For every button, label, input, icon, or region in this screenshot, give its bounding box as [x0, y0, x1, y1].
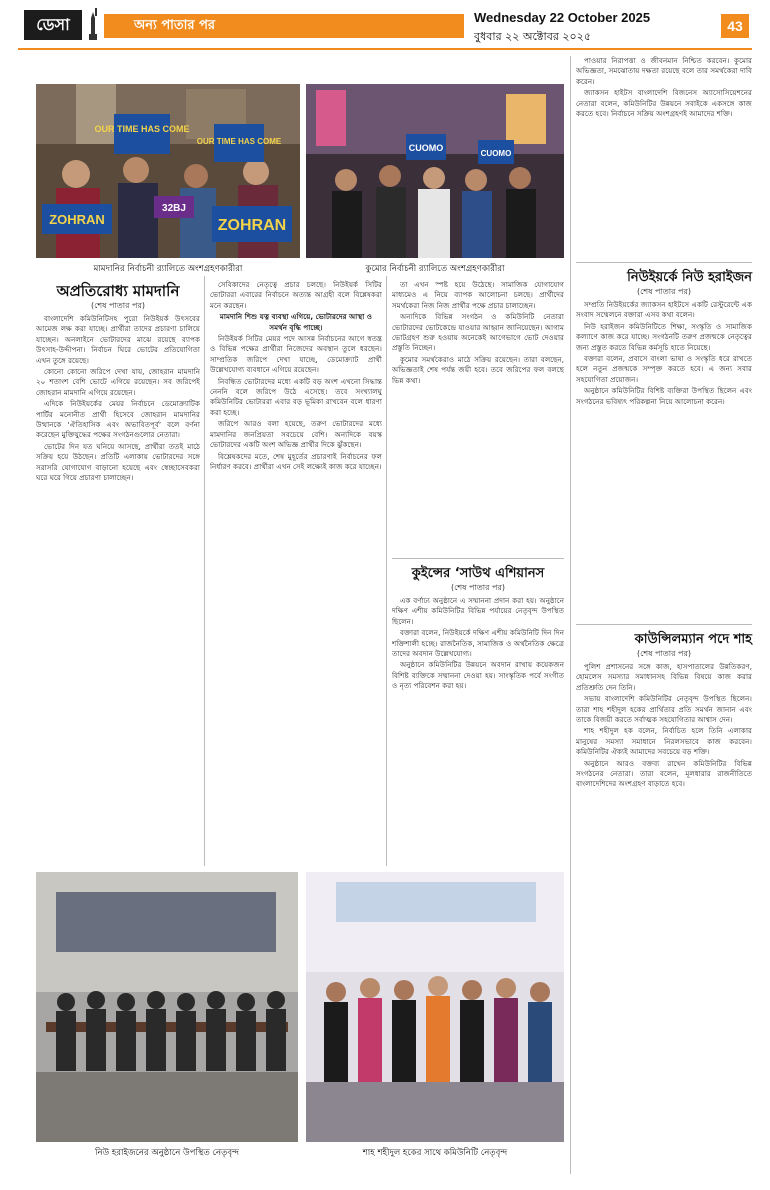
headline-new-horizon: নিউইয়র্কে নিউ হরাইজন — [627, 270, 752, 285]
headline-councilman-shah: কাউন্সিলম্যান পদে শাহ — [634, 632, 752, 647]
paragraph: নিউ হরাইজন কমিউনিটিতে শিক্ষা, সংস্কৃতি ও সামাজিক কল্যাণে কাজ করে যাচ্ছে। সংগঠনটি তরুণ প্রজন্মকে নেতৃত্বের জন্য প্রস্তুত করতে বিভিন্ন কর্মসূচি হাতে নিয়েছে। — [576, 321, 752, 352]
paragraph: সভায় বাংলাদেশি কমিউনিটির নেতৃবৃন্দ উপস্থিত ছিলেন। তারা শাহ শহীদুল হকের প্রার্থিতার প্রতি সমর্থন জানান এবং তাকে বিজয়ী করতে সর্বাত্মক সহযোগিতার আশ্বাস দেন। — [576, 694, 752, 725]
caption-bottom-left: নিউ হরাইজনের অনুষ্ঠানে উপস্থিত নেতৃবৃন্দ — [95, 1148, 239, 1158]
sign-text: ZOHRAN — [217, 217, 287, 234]
page-number: 43 — [721, 14, 749, 38]
paragraph: পাওয়ার নিরাপত্তা ও জীবনমান নিশ্চিত করবেন। কুমোর অভিজ্ঞতা, সমঝোতায় দক্ষতা রয়েছে বলে তার সমর্থকেরা দাবি করেন। — [576, 56, 752, 86]
paragraph: এক বর্ণাঢ্য অনুষ্ঠানে এ সম্মাননা প্রদান করা হয়। অনুষ্ঠানে দক্ষিণ এশীয় কমিউনিটির বিভিন্ন পর্যায়ের নেতৃবৃন্দ উপস্থিত ছিলেন। — [392, 596, 564, 626]
subhead-new-horizon: (শেষ পাতার পর) — [636, 287, 692, 296]
paragraph: বক্তারা বলেন, প্রবাসে বাংলা ভাষা ও সংস্কৃতি ধরে রাখতে হলে নতুন প্রজন্মকে সম্পৃক্ত করতে হবে। এ জন্য সবার সহযোগিতা প্রয়োজন। — [576, 354, 752, 384]
statue-of-liberty-icon — [86, 8, 100, 40]
subhead-mamdani: (শেষ পাতার পর) — [90, 301, 146, 310]
paragraph: জরিপে আরও বলা হয়েছে, তরুণ ভোটারদের মধ্যে মামদানির জনপ্রিয়তা সবচেয়ে বেশি। অন্যদিকে বয়স্ক ভোটারদের একটি অংশ অভিজ্ঞ প্রার্থীর দিকে ঝুঁকছেন। — [210, 419, 382, 450]
article-councilman-shah-body — [576, 662, 752, 1172]
masthead-logo: ডেসা — [24, 10, 82, 40]
article-mamdani-body — [36, 314, 200, 862]
article-right-top-body — [576, 56, 752, 256]
caption-top-right: কুমোর নির্বাচনী র‍্যালিতে অংশগ্রহণকারীরা — [365, 264, 505, 274]
sign-text: 32BJ — [162, 203, 186, 214]
paragraph: অনুষ্ঠানে আরও বক্তব্য রাখেন কমিউনিটির বিভিন্ন সংগঠনের নেতারা। তারা বলেন, মূলধারার রাজনীতিতে বাংলাদেশিদের অংশগ্রহণ বাড়াতে হবে। — [576, 758, 752, 789]
sign-text: ZOHRAN — [49, 212, 105, 227]
paragraph: সম্প্রতি নিউইয়র্কের জ্যাকসন হাইটসে একটি রেস্টুরেন্টে এক সংবাদ সম্মেলনে বক্তারা এসব কথা বলেন। — [576, 300, 752, 320]
paragraph: ভোটের দিন যত ঘনিয়ে আসছে, প্রার্থীরা ততই মাঠে সক্রিয় হয়ে উঠছেন। প্রতিটি এলাকায় ভোটারদের সঙ্গে সরাসরি যোগাযোগ বাড়ানো হয়েছে এবং স্বেচ্ছাসেবকরা ঘরে ঘরে গিয়ে প্রচারণা চালাচ্ছেন। — [36, 441, 200, 483]
paragraph: অনুষ্ঠানে কমিউনিটির বিশিষ্ট ব্যক্তিরা উপস্থিত ছিলেন এবং সংগঠনের ভবিষ্যৎ পরিকল্পনা নিয়ে আলোচনা করেন। — [576, 386, 752, 406]
paragraph: অনুষ্ঠানে কমিউনিটির উন্নয়নে অবদান রাখায় কয়েকজন বিশিষ্ট ব্যক্তিকে সম্মাননা দেওয়া হয়। সাংস্কৃতিক পর্বে সংগীত ও নৃত্য পরিবেশন করা হয়। — [392, 660, 564, 691]
sign-text: OUR TIME HAS COME — [94, 124, 190, 134]
paragraph: মামদানি শিশু যত্ন ব্যবস্থা এগিয়ে, ভোটারদের আস্থা ও সমর্থন বৃদ্ধি পাচ্ছে। — [219, 312, 373, 332]
paragraph: নিউইয়র্ক সিটির মেয়র পদে আসন্ন নির্বাচনের আগে স্বতন্ত্র ও বিভিন্ন পক্ষের প্রার্থীরা নিজেদের অবস্থান তুলে ধরছেন। সাম্প্রতিক জরিপে দেখা যাচ্ছে, ডেমোক্র্যাট প্রার্থী উল্লেখযোগ্য ব্যবধানে এগিয়ে রয়েছেন। — [210, 334, 382, 375]
photo-mamdani-rally — [36, 84, 300, 258]
divider — [392, 558, 564, 559]
divider — [576, 262, 752, 263]
paragraph: বিশ্লেষকদের মতে, শেষ মুহূর্তের প্রচারণাই নির্বাচনের ফল নির্ধারণ করবে। প্রার্থীরা এখন সেই লক্ষ্যেই কাজ করে যাচ্ছেন। — [210, 451, 382, 471]
article-continuation-body — [210, 280, 382, 862]
paragraph: এদিকে নিউইয়র্কের মেয়র নির্বাচনে ডেমোক্র্যাটিক পার্টির মনোনীত প্রার্থী হিসেবে জোহরান মামদানির উত্থানকে ‘ঐতিহাসিক এবং অভাবিতপূর্ব’ বলে বর্ণনা করেছেন মুক্তিযুদ্ধের পক্ষের সংগঠনগুলোর নেতারা। — [36, 399, 200, 440]
paragraph: নিবন্ধিত ভোটারদের মধ্যে একটি বড় অংশ এখনো সিদ্ধান্ত নেননি বলে জরিপে উঠে এসেছে। তবে সংখ্যালঘু কমিউনিটির ভোটাররা এবার বড় ভূমিকা রাখবেন বলে ধারণা করা হচ্ছে। — [210, 376, 382, 417]
page-header — [0, 0, 770, 50]
photo-shah-community — [306, 872, 564, 1142]
header-rule — [18, 48, 752, 50]
sign-text: CUOMO — [480, 149, 512, 158]
article-new-horizon-body — [576, 300, 752, 618]
photo-cuomo-rally — [306, 84, 564, 258]
headline-south-asians: কুইন্সের ‘সাউথ এশিয়ানস — [411, 566, 545, 581]
caption-bottom-right: শাহ শহীদুল হকের সাথে কমিউনিটি নেতৃবৃন্দ — [362, 1148, 508, 1158]
date-english: Wednesday 22 October 2025 — [474, 10, 651, 25]
article-cuomo-body — [392, 280, 564, 550]
sign-text: OUR TIME HAS COME — [196, 137, 282, 146]
divider — [576, 624, 752, 625]
paragraph: বক্তারা বলেন, নিউইয়র্কে দক্ষিণ এশীয় কমিউনিটি দিন দিন শক্তিশালী হচ্ছে। রাজনৈতিক, সামাজিক ও অর্থনৈতিক ক্ষেত্রে তাদের অবদান উল্লেখযোগ্য। — [392, 628, 564, 659]
column-rule — [386, 276, 387, 866]
section-label: অন্য পাতার পর — [134, 18, 216, 33]
paragraph: সেবিকাদের নেতৃত্বে প্রচার চলছে। নিউইয়র্ক সিটির ভোটাররা এবারের নির্বাচনে অত্যন্ত আগ্রহী বলে বিশ্লেষকরা মনে করছেন। — [210, 280, 382, 310]
paragraph: কুমোর সমর্থকেরাও মাঠে সক্রিয় রয়েছেন। তারা বলছেন, অভিজ্ঞতাই শেষ পর্যন্ত জয়ী হবে। তবে জরিপের ফল বলছে ভিন্ন কথা। — [392, 354, 564, 385]
paragraph: অন্যদিকে বিভিন্ন সংগঠন ও কমিউনিটি নেতারা ভোটারদের ভোটকেন্দ্রে যাওয়ার আহ্বান জানিয়েছেন। আগাম ভোটগ্রহণ শুরু হওয়ায় অনেকেই আগেভাগে ভোট দেওয়ার প্রস্তুতি নিচ্ছেন। — [392, 312, 564, 353]
paragraph: শাহ শহীদুল হক বলেন, নির্বাচিত হলে তিনি এলাকার মানুষের সমস্যা সমাধানে নিরলসভাবে কাজ করবেন। কমিউনিটির ঐক্যই আমাদের সবচেয়ে বড় শক্তি। — [576, 726, 752, 757]
subhead-south-asians: (শেষ পাতার পর) — [450, 583, 506, 592]
paragraph: জ্যাকসন হাইটস বাংলাদেশি বিজনেস অ্যাসোসিয়েশনের নেতারা বলেন, কমিউনিটির উন্নয়নে সবাইকে একসঙ্গে কাজ করতে হবে। নির্বাচনে সক্রিয় অংশগ্রহণই আমাদের শক্তি। — [576, 88, 752, 119]
paragraph: পুলিশ প্রশাসনের সঙ্গে কাজ, হাসপাতালের উন্নতিকরণ, হোমলেস সমস্যার সমাধানসহ বিভিন্ন বিষয়ে কাজ করার প্রতিশ্রুতি দেন তিনি। — [576, 662, 752, 692]
subhead-councilman-shah: (শেষ পাতার পর) — [636, 649, 692, 658]
headline-mamdani: অপ্রতিরোধ্য মামদানি — [56, 282, 180, 300]
caption-top-left: মামদানির নির্বাচনী র‍্যালিতে অংশগ্রহণকারীরা — [93, 264, 243, 274]
paragraph: বাংলাদেশি কমিউনিটিসহ পুরো নিউইয়র্ক উৎসবের আমেজ লক্ষ করা যাচ্ছে। প্রার্থীরা তাদের প্রচারণা চালিয়ে যাচ্ছেন। অনলাইনে ভোটারদের মাঝে রয়েছে ব্যাপক উৎসাহ-উদ্দীপনা। নির্বাচন ঘিরে ভোটের প্রতিযোগিতা এখন তুঙ্গে রয়েছে। — [36, 314, 200, 365]
article-south-asians-body — [392, 596, 564, 862]
paragraph: তা এখন স্পষ্ট হয়ে উঠেছে। সামাজিক যোগাযোগ মাধ্যমেও এ নিয়ে ব্যাপক আলোচনা চলছে। প্রার্থীদের সমর্থকেরা নিজ নিজ প্রার্থীর পক্ষে প্রচার চালাচ্ছেন। — [392, 280, 564, 310]
column-rule — [204, 276, 205, 866]
paragraph: কোনো কোনো জরিপে দেখা যায়, জোহরান মামদানি ২০ শতাংশ বেশি ভোটে এগিয়ে রয়েছেন। সব জরিপেই জোহরান মামদানি এগিয়ে রয়েছেন। — [36, 367, 200, 397]
sign-text: CUOMO — [408, 143, 444, 153]
photo-new-horizon-event — [36, 872, 298, 1142]
column-rule — [570, 56, 571, 1174]
date-bangla: বুধবার ২২ অক্টোবর ২০২৫ — [474, 30, 591, 43]
